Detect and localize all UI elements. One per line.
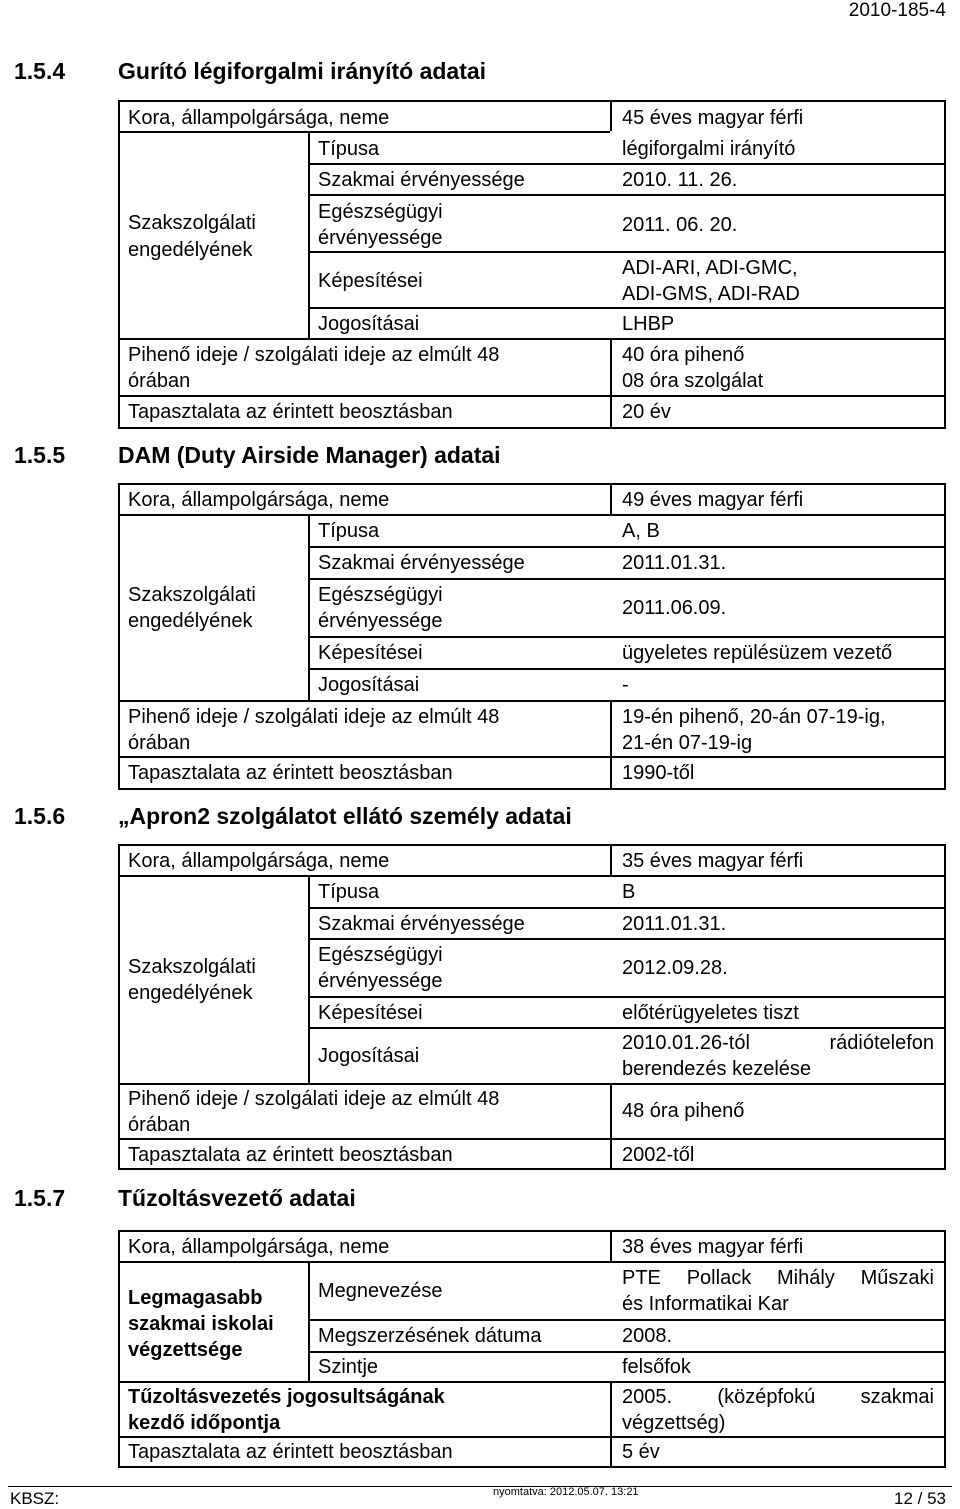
type-label: Típusa [318,881,380,903]
type-value: B [622,881,636,903]
qualifications-value: előtérügyeletes tiszt [622,1002,799,1024]
rights-value: berendezés kezelése [622,1058,812,1080]
age-label: Kora, állampolgársága, neme [128,489,390,511]
rest-value: 19-én pihenő, 20-án 07-19-ig, [622,706,886,728]
rest-label: Pihenő ideje / szolgálati ideje az elmúlt 48 [128,344,500,366]
education-name-label: Megnevezése [318,1280,443,1302]
license-label: Szakszolgálati [128,956,256,978]
qualifications-value: ADI-GMS, ADI-RAD [622,283,800,305]
prof-validity-value: 2010. 11. 26. [622,169,738,191]
education-level-value: felsőfok [622,1356,691,1378]
start-value-part: szakmai [860,1386,934,1408]
section-title: Tűzoltásvezető adatai [118,1185,356,1211]
education-label: szakmai iskolai [128,1313,274,1335]
start-value-part: (középfokú [717,1386,816,1408]
experience-label: Tapasztalata az érintett beosztásban [128,762,453,784]
health-validity-label: érvényessége [318,610,443,632]
education-level-label: Szintje [318,1356,379,1378]
page-number: 12 / 53 [894,1489,946,1508]
education-name-value [622,1265,934,1291]
start-label: Tűzoltásvezetés jogosultságának [128,1386,445,1408]
rest-value: 48 óra pihenő [622,1100,745,1122]
license-label: engedélyének [128,610,253,632]
age-value: 49 éves magyar férfi [622,489,804,511]
rights-label: Jogosításai [318,313,420,335]
section-number: 1.5.5 [14,442,66,468]
rest-label: Pihenő ideje / szolgálati ideje az elmúlt 48 [128,1088,500,1110]
experience-label: Tapasztalata az érintett beosztásban [128,1144,453,1166]
section-title: „Apron2 szolgálatot ellátó személy adatai [118,803,572,829]
rest-label: Pihenő ideje / szolgálati ideje az elmúlt 48 [128,706,500,728]
section-number: 1.5.6 [14,803,66,829]
document-id: 2010-185-4 [848,0,946,21]
type-label: Típusa [318,138,380,160]
section-number: 1.5.7 [14,1185,66,1211]
health-validity-label: Egészségügyi [318,584,443,606]
section-title: Gurító légiforgalmi irányító adatai [118,58,487,84]
rights-value: - [622,674,629,696]
prof-validity-value: 2011.01.31. [622,913,727,935]
education-label: végzettsége [128,1339,243,1361]
prof-validity-label: Szakmai érvényessége [318,552,525,574]
experience-label: Tapasztalata az érintett beosztásban [128,401,453,423]
footer-org: KBSZ: [10,1489,60,1508]
experience-label: Tapasztalata az érintett beosztásban [128,1441,453,1463]
footer-rule [8,1486,952,1487]
education-name-part: Mihály [777,1267,835,1289]
qualifications-label: Képesítései [318,642,423,664]
health-validity-label: érvényessége [318,227,443,249]
license-label: engedélyének [128,982,253,1004]
education-date-label: Megszerzésének dátuma [318,1325,542,1347]
start-value: végzettség) [622,1412,726,1434]
education-name-part: Pollack [686,1267,752,1289]
start-value [622,1384,934,1410]
license-label: engedélyének [128,239,253,261]
type-label: Típusa [318,520,380,542]
prof-validity-label: Szakmai érvényessége [318,913,525,935]
rights-label: Jogosításai [318,674,420,696]
rest-value: 08 óra szolgálat [622,370,764,392]
experience-value: 20 év [622,401,671,423]
health-validity-label: Egészségügyi [318,201,443,223]
age-value: 38 éves magyar férfi [622,1236,804,1258]
section-number: 1.5.4 [14,58,66,84]
health-validity-value: 2012.09.28. [622,957,728,979]
age-label: Kora, állampolgársága, neme [128,850,390,872]
rights-value-part: rádiótelefon [829,1032,934,1054]
license-label: Szakszolgálati [128,212,256,234]
education-name-part: PTE [622,1267,661,1289]
education-name-value: és Informatikai Kar [622,1293,789,1315]
age-value: 45 éves magyar férfi [622,107,804,129]
rest-value: 40 óra pihenő [622,344,745,366]
education-name-part: Műszaki [860,1267,934,1289]
qualifications-value: ADI-ARI, ADI-GMC, [622,257,798,279]
rest-label: órában [128,732,191,754]
health-validity-value: 2011.06.09. [622,597,727,619]
age-value: 35 éves magyar férfi [622,850,804,872]
qualifications-label: Képesítései [318,270,423,292]
rights-value [622,1030,934,1056]
section-title: DAM (Duty Airside Manager) adatai [118,442,501,468]
license-label: Szakszolgálati [128,584,256,606]
start-value-part: 2005. [622,1386,673,1408]
type-value: A, B [622,520,660,542]
experience-value: 1990-től [622,762,695,784]
rest-label: órában [128,1114,191,1136]
education-label: Legmagasabb [128,1287,263,1309]
prof-validity-label: Szakmai érvényessége [318,169,525,191]
education-date-value: 2008. [622,1325,673,1347]
rest-value: 21-én 07-19-ig [622,732,753,754]
qualifications-value: ügyeletes repülésüzem vezető [622,642,893,664]
rights-value-part: 2010.01.26-tól [622,1032,750,1054]
experience-value: 2002-től [622,1144,695,1166]
print-date: nyomtatva: 2012.05.07. 13:21 [493,1486,639,1498]
qualifications-label: Képesítései [318,1002,423,1024]
health-validity-value: 2011. 06. 20. [622,214,738,236]
age-label: Kora, állampolgársága, neme [128,107,390,129]
health-validity-label: érvényessége [318,970,443,992]
health-validity-label: Egészségügyi [318,944,443,966]
prof-validity-value: 2011.01.31. [622,552,727,574]
rest-label: órában [128,370,191,392]
rights-label: Jogosításai [318,1045,420,1067]
experience-value: 5 év [622,1441,660,1463]
start-label: kezdő időpontja [128,1412,281,1434]
type-value: légiforgalmi irányító [622,138,796,160]
rights-value: LHBP [622,313,675,335]
age-label: Kora, állampolgársága, neme [128,1236,390,1258]
